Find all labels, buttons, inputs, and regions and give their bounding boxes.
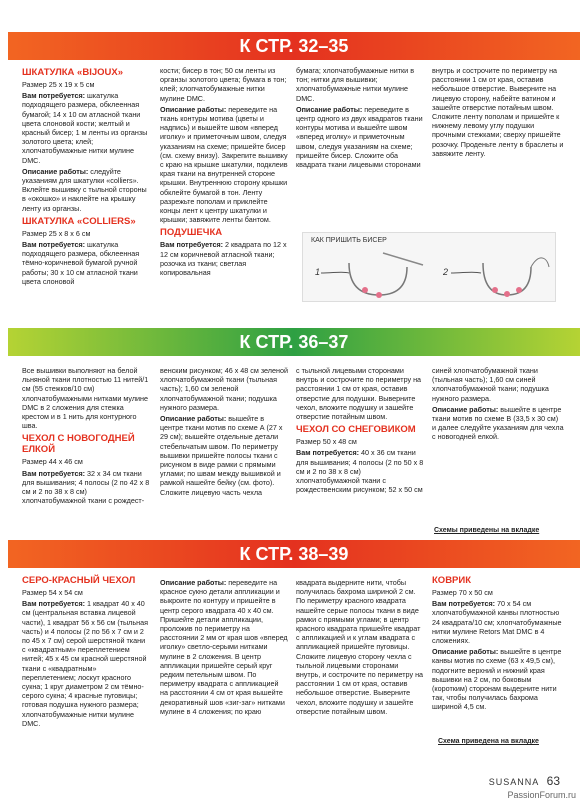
needs-bijoux bbox=[22, 91, 150, 165]
desc-label: Описание работы: bbox=[160, 578, 227, 587]
desc-text: вышейте в центре ткани мотив по схеме В (33,5 х 30 см) и далее следуйте указаниям для чехла с новогодней елкой. bbox=[432, 404, 564, 442]
text: бумага; хлопчатобумажные нитки в тон; нитки для вышивки; хлопчатобумажные нитки мулине DMC. bbox=[296, 66, 415, 103]
desc-label: Описание работы: bbox=[432, 404, 499, 414]
s3-column-4 bbox=[432, 572, 564, 714]
needs-text: шкатулка подходящего размера, обклеенная тёмно-коричневой бумагой ручной работы; 30 х 10 см атласной ткани цвета слоновой bbox=[22, 240, 140, 286]
desc-text: вышейте в центре ткани мотив по схеме А (27 х 29 см); вышейте отдельные детали стебельчатым швом. По периметру вышивки пришейте полосы ткани с рисунком в виде рамки с прямыми углами; по швам между вышивкой и рамкой нашейте бейку (см. фото). Сложите лицевую часть чехла bbox=[160, 414, 283, 497]
needs-rug bbox=[432, 599, 564, 645]
section-header-38-39: К СТР. 38–39 bbox=[8, 540, 580, 568]
needs-label: Вам потребуется: bbox=[22, 599, 86, 609]
s3-column-1 bbox=[22, 572, 150, 730]
text: венским рисунком; 46 х 48 см зеленой хлопчатобумажной ткани (тыльная часть); 1,60 см зеленой хлопчатобумажной ткани; подушка нужного размера. bbox=[160, 366, 288, 412]
step-1-label: 1 bbox=[315, 267, 321, 277]
size-colliers: Размер 25 х 8 х 6 см bbox=[22, 228, 91, 238]
bead-icon bbox=[376, 292, 382, 298]
needs-text: 2 квадрата по 12 х 12 см коричневой атласной ткани; розочка из ткани; светлая копировальная bbox=[160, 240, 287, 278]
s2-column-4 bbox=[432, 366, 564, 444]
text: квадрата выдерните нити, чтобы получилась бахрома шириной 2 см. По периметру красного квадрата нашейте серые полосы ткани в виде рамки с прямыми углами; в центр красного квадрата пришейте квадрат с аппликацией и к углам квадрата с аппликацией пришейте пуговицы. Сложите лицевую сторону чехла с тыльной лицевыми сторонами внутрь, и сострочите по периметру на расстоянии 1 см от края, оставив небольшое отверстие. Выверните чехол, вложите подушку и зашейте отверстие потайным швом. bbox=[296, 578, 424, 716]
page-footer bbox=[489, 774, 560, 788]
text: внутрь и сострочите по периметру на расстоянии 1 см от края, оставив небольшое отверстие. Выверните на лицевую сторону, набейте ватином и зашейте отверстие потайным швом. Сложите ленту пополам и пришейте к нижнему левому углу подушки прочными стежками; сверху пришейте розочку. Проденьте ленту в браслеты и завяжите ленту. bbox=[432, 66, 564, 158]
text: Все вышивки выполняют на белой льняной ткани плотностью 11 нитей/1 см (55 стежков/10 см) хлопчатобумажными нитками мулине DMC в 2 сложения для стежка крестом и в 1 нить для контурного шва. bbox=[22, 366, 149, 431]
heading-rug: КОВРИК bbox=[432, 575, 472, 586]
s1-column-2 bbox=[160, 66, 288, 279]
needs-text: шкатулка подходящего размера, обклеенная бумагой; 14 х 10 см атласной ткани цвета слоновой кости; желтый и красный бисер; 1 м ленты из органзы золотого цвета; клей; хлопчатобумажные нитки мулине DMC. bbox=[22, 91, 148, 165]
desc-text: вышейте в центре канвы мотив по схеме (63 х 49,5 см), подогните верхний и нижний края вышивки на 2 см, по боковым (коротким) сторонам выдерните нити так, чтобы получилась бахрома шириной 4,5 см. bbox=[432, 647, 562, 712]
desc-text: переведите на красное сукно детали аппликации и выкроите по контуру и пришейте в центр серого квадрата 40 х 40 см. Пришейте детали аппликации, проложив по периметру на расстоянии 2 мм от края шов «вперед иголку» светло-серыми нитками мулине в 2 сложения. В центр аппликации пришейте серый круг редким петельным швом. По периметру квадрата с аппликацией на расстоянии 4 см от края вышейте декоративный шов «зиг-заг» нитками мулине в 4 сложения; по краю bbox=[160, 578, 288, 716]
section-header-36-37: К СТР. 36–37 bbox=[8, 328, 580, 356]
desc-label: Описание работы: bbox=[22, 166, 89, 176]
text: кости; бисер в тон; 50 см ленты из органзы золотого цвета; бумага в тон; клей; хлопчатобумажные нитки мулине DMC. bbox=[160, 66, 287, 103]
chart-note: Схема приведена на вкладке bbox=[438, 738, 539, 745]
size-bijoux: Размер 25 х 19 х 5 см bbox=[22, 80, 95, 89]
s2-column-1 bbox=[22, 366, 150, 507]
heading-snowman-cover: ЧЕХОЛ СО СНЕГОВИКОМ bbox=[296, 424, 416, 436]
heading-pillow: ПОДУШЕЧКА bbox=[160, 227, 223, 239]
desc-label: Описание работы: bbox=[160, 104, 227, 114]
charts-note: Схемы приведены на вкладке bbox=[434, 527, 540, 534]
needs-label: Вам потребуется: bbox=[296, 448, 360, 458]
s1-column-1 bbox=[22, 64, 150, 288]
bead-icon bbox=[492, 287, 498, 293]
bead-sewing-diagram bbox=[302, 232, 556, 302]
needs-grey-red-cover bbox=[22, 599, 150, 728]
heading-bijoux: ШКАТУЛКА «BIJOUX» bbox=[22, 67, 123, 78]
needs-label: Вам потребуется: bbox=[160, 240, 224, 250]
desc-grey-red-cover bbox=[160, 578, 288, 716]
desc-bijoux bbox=[22, 167, 150, 213]
watermark: PassionForum.ru bbox=[507, 790, 576, 800]
needs-colliers bbox=[22, 240, 150, 286]
size-grey-red-cover: Размер 54 х 54 см bbox=[22, 588, 83, 597]
s3-column-3 bbox=[296, 578, 424, 718]
diagram-title: КАК ПРИШИТЬ БИСЕР bbox=[311, 237, 387, 244]
needs-label: Вам потребуется: bbox=[432, 599, 496, 609]
desc-text: переведите на ткань контуры мотива (цветы и надпись) и вышейте швом «вперед иголку» и приметочным швом, следуя указаниям на схеме; пришейте бисер (см. схему внизу). Закрепите вышивку с краю на крышке шкатулки, подклеив края ткани на внутренней стороне крышки. Внутреннюю сторону крышки обклейте бумагой в тон. Ленту разрежьте пополам и приклейте концы лент к центру шкатулки и крышки; завяжите ленты бантом. bbox=[160, 104, 288, 225]
needs-snowman-cover bbox=[296, 448, 424, 494]
desc-colliers bbox=[160, 105, 288, 225]
text: с тыльной лицевыми сторонами внутрь и сострочите по периметру на расстоянии 1 см от края, оставив отверстие для подушки. Выверните чехол, вложите подушку и зашейте отверстие потайным швом. bbox=[296, 366, 422, 422]
desc-label: Описание работы: bbox=[160, 414, 227, 424]
bead-icon bbox=[362, 287, 368, 293]
desc-text: следуйте указаниям для шкатулки «colliers». Вклейте вышивку с тыльной стороны в «окошко» и наклейте на крышку ленту из органзы. bbox=[22, 166, 147, 213]
heading-grey-red-cover: СЕРО-КРАСНЫЙ ЧЕХОЛ bbox=[22, 575, 136, 586]
desc-text: переведите в центр одного из двух квадратов ткани контуры мотива и вышейте швом «вперед иголку» и приметочным швом, следуя указаниям на схеме; пришейте бисер. Сложите оба квадрата ткани лицевыми сторонами bbox=[296, 104, 423, 170]
magazine-brand: SUSANNA bbox=[488, 777, 540, 787]
s2-column-2 bbox=[160, 366, 288, 499]
needs-pillow bbox=[160, 240, 288, 277]
size-rug: Размер 70 х 50 см bbox=[432, 588, 493, 597]
desc-snowman-cover bbox=[432, 405, 564, 442]
needs-text: 70 х 54 см хлопчатобумажной канвы плотностью 24 квадрата/10 см; хлопчатобумажные нитки мулине Retors Mat DMC в 4 сложениях. bbox=[432, 599, 562, 646]
desc-label: Описание работы: bbox=[432, 647, 499, 657]
needs-text: 1 квадрат 40 х 40 см (центральная вставка лицевой части), 1 квадрат 56 х 56 см (тыльная часть) и 4 полосы (2 по 56 х 7 см и 2 по 45 х 7 см) серой шерстяной ткани с «квадратным» переплетением нитей; 45 х 45 см красной шерстяной ткани с «квадратным» переплетением; лоскут красного сукна; 1 круг диаметром 2 см тёмно-серого сукна; 4 красные пуговицы; готовая подушка нужного размера; хлопчатобумажные нитки мулине DMC. bbox=[22, 599, 148, 728]
section-header-32-35: К СТР. 32–35 bbox=[8, 32, 580, 60]
size-snowman-cover: Размер 50 х 48 см bbox=[296, 437, 357, 447]
needs-label: Вам потребуется: bbox=[22, 468, 86, 478]
s3-column-2 bbox=[160, 578, 288, 718]
s2-column-3 bbox=[296, 366, 424, 496]
needs-tree-cover bbox=[22, 469, 150, 506]
heading-colliers: ШКАТУЛКА «COLLIERS» bbox=[22, 215, 136, 227]
needs-label: Вам потребуется: bbox=[22, 91, 86, 101]
step-2-label: 2 bbox=[443, 267, 449, 277]
bead-icon bbox=[516, 287, 522, 293]
heading-tree-cover: ЧЕХОЛ С НОВОГОДНЕЙ ЕЛКОЙ bbox=[22, 433, 135, 456]
desc-pillow bbox=[296, 105, 424, 169]
desc-tree-cover bbox=[160, 414, 288, 497]
page-number: 63 bbox=[546, 774, 560, 788]
needs-label: Вам потребуется: bbox=[22, 240, 86, 250]
s1-column-3 bbox=[296, 66, 424, 171]
bead-icon bbox=[504, 291, 510, 297]
text: синей хлопчатобумажной ткани (тыльная часть); 1,60 см синей хлопчатобумажной ткани; подушка нужного размера. bbox=[432, 366, 549, 403]
needs-text: 32 х 34 см ткани для вышивания; 4 полосы (2 по 42 х 8 см и 2 по 38 х 8 см) хлопчатобумажной ткани с рождест- bbox=[22, 468, 150, 506]
size-tree-cover: Размер 44 х 46 см bbox=[22, 457, 83, 467]
desc-rug bbox=[432, 647, 564, 711]
needs-text: 40 х 36 см ткани для вышивания; 4 полосы (2 по 50 х 8 см и 2 по 38 х 8 см) хлопчатобумажной ткани с рождественским рисунком; 52 х 50 см bbox=[296, 448, 424, 495]
s1-column-4 bbox=[432, 66, 564, 160]
desc-label: Описание работы: bbox=[296, 104, 363, 114]
bead-diagram-illustration bbox=[303, 233, 555, 301]
